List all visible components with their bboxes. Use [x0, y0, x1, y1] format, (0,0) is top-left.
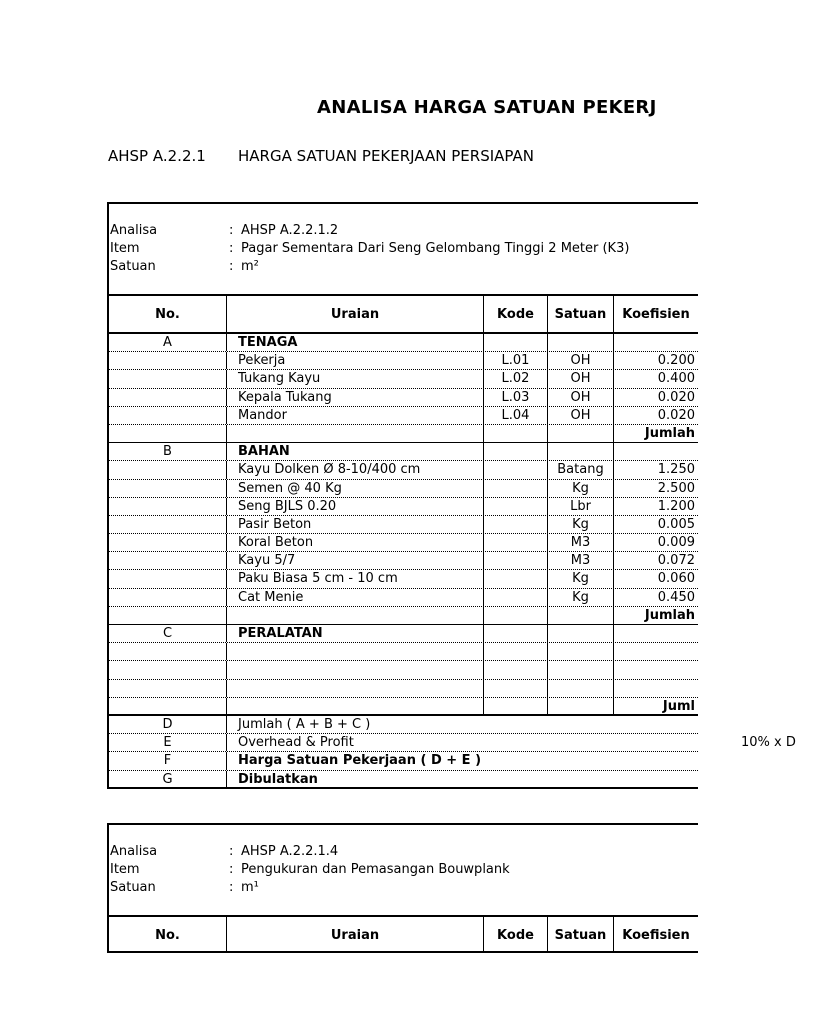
- section-heading-b: [109, 443, 698, 461]
- row-satuan: OH: [548, 370, 614, 387]
- satuan-row: [110, 880, 259, 898]
- row-satuan: Kg: [548, 589, 614, 606]
- table-row-empty: [109, 643, 698, 661]
- row-satuan: Kg: [548, 516, 614, 533]
- table-row: [109, 480, 698, 498]
- table-row: [109, 461, 698, 479]
- table-row-empty: [109, 680, 698, 698]
- section-total-a: [109, 425, 698, 443]
- summary-no: D: [109, 716, 227, 733]
- row-satuan: OH: [548, 389, 614, 406]
- section-total-b: [109, 607, 698, 625]
- item-row: [110, 241, 629, 259]
- colon: :: [229, 844, 234, 859]
- table-row: [109, 498, 698, 516]
- satuan-label: Satuan: [110, 880, 156, 895]
- row-koefisien: 0.072: [657, 553, 695, 569]
- row-kode: [484, 552, 548, 569]
- row-uraian: Seng BJLS 0.20: [227, 498, 484, 515]
- table-row: [109, 552, 698, 570]
- row-koefisien: 0.200: [657, 353, 695, 369]
- table-row: [109, 516, 698, 534]
- summary-text: Jumlah ( A + B + C ): [238, 716, 371, 732]
- header-uraian: Uraian: [227, 296, 484, 332]
- summary-row-d: [109, 716, 698, 734]
- table-row: [109, 352, 698, 370]
- row-uraian: Kayu Dolken Ø 8-10/400 cm: [227, 461, 484, 478]
- header-koefisien: Koefisien: [622, 306, 690, 322]
- row-kode: [484, 534, 548, 551]
- section-total-label: Jumlah: [644, 425, 695, 441]
- section-no: C: [109, 625, 227, 642]
- analisa-value: AHSP A.2.2.1.4: [241, 844, 339, 859]
- satuan-value: m²: [241, 259, 259, 274]
- row-koefisien: 0.400: [657, 371, 695, 387]
- summary-value: [741, 716, 759, 733]
- summary-value: 10% x D: [741, 735, 796, 751]
- row-kode: L.01: [484, 352, 548, 369]
- row-uraian: Pekerja: [227, 352, 484, 369]
- header-satuan: Satuan: [548, 917, 614, 953]
- header-kode: Kode: [484, 917, 548, 953]
- row-uraian: Kepala Tukang: [227, 389, 484, 406]
- section-total-c: [109, 698, 698, 716]
- summary-row-f: [109, 752, 698, 770]
- analysis-table-1: [107, 202, 796, 789]
- row-koefisien: 0.060: [657, 571, 695, 587]
- row-uraian: Koral Beton: [227, 534, 484, 551]
- analisa-row: [110, 844, 338, 862]
- row-satuan: Batang: [548, 461, 614, 478]
- table-row: [109, 407, 698, 425]
- row-kode: L.04: [484, 407, 548, 424]
- subtitle-code: AHSP A.2.2.1: [108, 147, 206, 165]
- row-koefisien: 0.020: [657, 389, 695, 405]
- section-heading-c: [109, 625, 698, 643]
- colon: :: [229, 862, 234, 877]
- section-total-label: Juml: [662, 698, 695, 714]
- row-kode: [484, 461, 548, 478]
- row-koefisien: 1.200: [657, 498, 695, 514]
- colon: :: [229, 259, 234, 274]
- summary-no: E: [109, 734, 227, 751]
- header-no: No.: [109, 296, 227, 332]
- row-satuan: M3: [548, 534, 614, 551]
- item-value: Pengukuran dan Pemasangan Bouwplank: [241, 862, 510, 877]
- row-koefisien: 0.450: [657, 589, 695, 605]
- section-no: B: [109, 443, 227, 460]
- summary-text: Overhead & Profit: [238, 735, 354, 751]
- table-row: [109, 570, 698, 588]
- section-subtitle: [108, 147, 534, 165]
- row-kode: L.03: [484, 389, 548, 406]
- summary-text: Dibulatkan: [238, 771, 318, 787]
- analysis-info-1: [109, 204, 698, 296]
- analisa-label: Analisa: [110, 223, 158, 238]
- table-row: [109, 370, 698, 388]
- analysis-table-2: [107, 823, 698, 953]
- row-uraian: Paku Biasa 5 cm - 10 cm: [227, 570, 484, 587]
- header-koefisien: Koefisien: [622, 927, 690, 943]
- row-kode: L.02: [484, 370, 548, 387]
- header-no: No.: [109, 917, 227, 953]
- satuan-value: m¹: [241, 880, 259, 895]
- row-satuan: M3: [548, 552, 614, 569]
- section-name: PERALATAN: [227, 625, 484, 642]
- summary-no: F: [109, 752, 227, 769]
- row-koefisien: 0.005: [657, 516, 695, 532]
- row-uraian: Pasir Beton: [227, 516, 484, 533]
- section-name: BAHAN: [227, 443, 484, 460]
- colon: :: [229, 223, 234, 238]
- row-satuan: Lbr: [548, 498, 614, 515]
- section-total-label: Jumlah: [644, 607, 695, 623]
- summary-value: [741, 771, 759, 789]
- satuan-label: Satuan: [110, 259, 156, 274]
- row-satuan: OH: [548, 352, 614, 369]
- row-uraian: Kayu 5/7: [227, 552, 484, 569]
- colon: :: [229, 880, 234, 895]
- analisa-row: [110, 223, 338, 241]
- summary-value: [741, 752, 759, 769]
- row-uraian: Mandor: [227, 407, 484, 424]
- row-satuan: Kg: [548, 570, 614, 587]
- item-row: [110, 862, 510, 880]
- row-koefisien: 0.009: [657, 535, 695, 551]
- row-uraian: Cat Menie: [227, 589, 484, 606]
- analisa-label: Analisa: [110, 844, 158, 859]
- row-koefisien: 2.500: [657, 480, 695, 496]
- section-no: A: [109, 334, 227, 351]
- row-kode: [484, 516, 548, 533]
- header-uraian: Uraian: [227, 917, 484, 953]
- row-kode: [484, 480, 548, 497]
- summary-text: Harga Satuan Pekerjaan ( D + E ): [238, 753, 482, 769]
- section-heading-a: [109, 334, 698, 352]
- subtitle-text: HARGA SATUAN PEKERJAAN PERSIAPAN: [238, 147, 534, 165]
- table-header: [109, 917, 698, 953]
- colon: :: [229, 241, 234, 256]
- summary-row-e: [109, 734, 796, 752]
- row-koefisien: 0.020: [657, 407, 695, 423]
- table-row: [109, 589, 698, 607]
- table-row: [109, 389, 698, 407]
- summary-no: G: [109, 771, 227, 789]
- analysis-info-2: [109, 825, 698, 917]
- row-uraian: Tukang Kayu: [227, 370, 484, 387]
- row-kode: [484, 498, 548, 515]
- table-header: [109, 296, 698, 334]
- row-satuan: Kg: [548, 480, 614, 497]
- row-koefisien: 1.250: [657, 462, 695, 478]
- item-label: Item: [110, 862, 140, 877]
- satuan-row: [110, 259, 259, 277]
- row-uraian: Semen @ 40 Kg: [227, 480, 484, 497]
- header-satuan: Satuan: [548, 296, 614, 332]
- item-label: Item: [110, 241, 140, 256]
- header-kode: Kode: [484, 296, 548, 332]
- page-title: ANALISA HARGA SATUAN PEKERJ: [317, 97, 657, 118]
- row-kode: [484, 589, 548, 606]
- analisa-value: AHSP A.2.2.1.2: [241, 223, 339, 238]
- row-satuan: OH: [548, 407, 614, 424]
- table-row-empty: [109, 661, 698, 679]
- section-name: TENAGA: [227, 334, 484, 351]
- summary-row-g: [109, 771, 698, 789]
- table-row: [109, 534, 698, 552]
- row-kode: [484, 570, 548, 587]
- item-value: Pagar Sementara Dari Seng Gelombang Tinggi 2 Meter (K3): [241, 241, 630, 256]
